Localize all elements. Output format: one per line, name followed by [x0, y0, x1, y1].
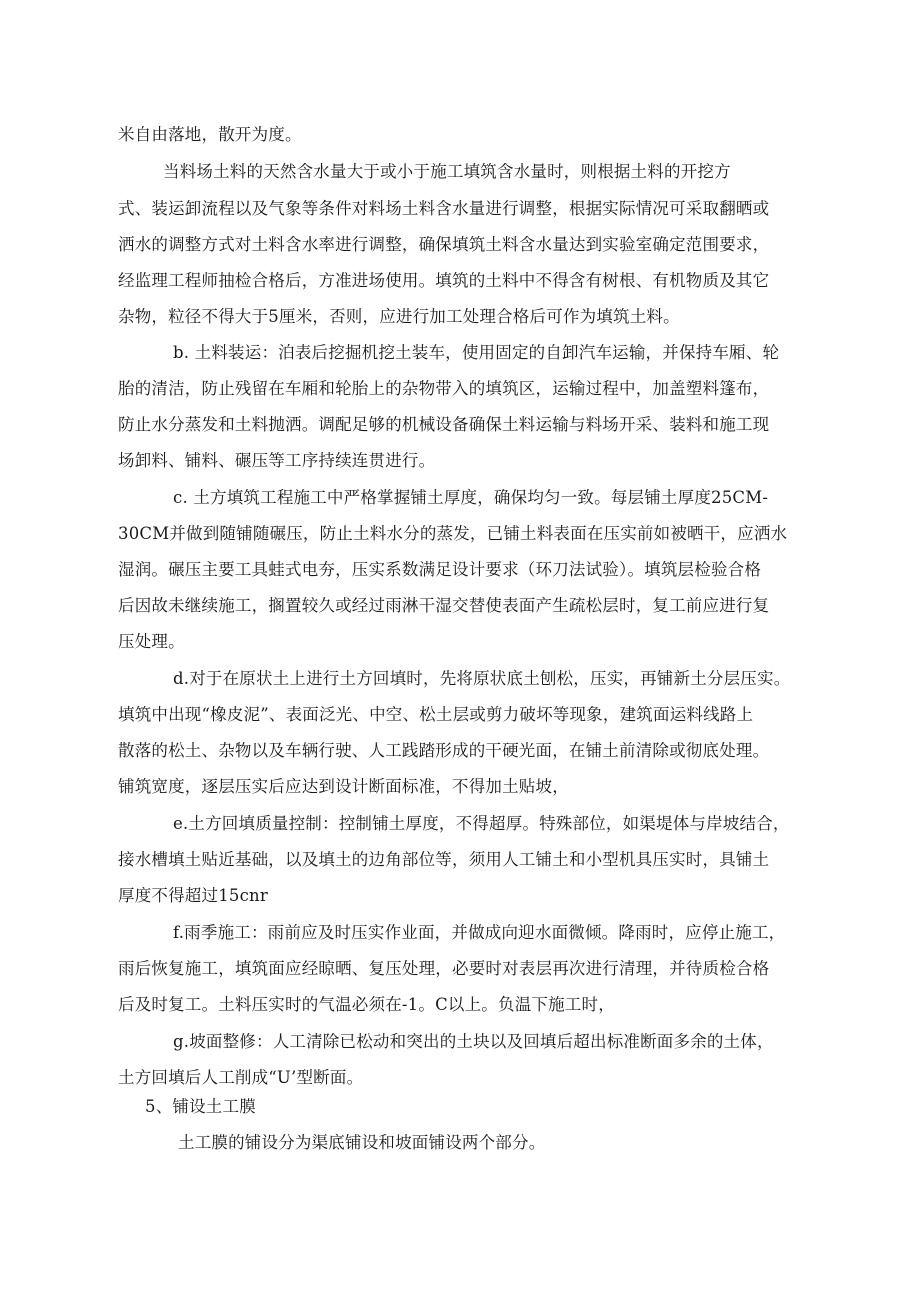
text-line: 洒水的调整方式对土料含水率进行调整，确保填筑土料含水量达到实验室确定范围要求，	[118, 235, 770, 254]
text-line: 填筑中出现“橡皮泥”、表面泛光、中空、松土层或剪力破坏等现象，建筑面运料线路上	[118, 705, 754, 724]
text-line: 雨后恢复施工，填筑面应经晾晒、复压处理，必要时对表层再次进行清理，并待质检合格	[118, 959, 770, 978]
text-line: 经监理工程师抽检合格后，方准进场使用。填筑的土料中不得含有树根、有机物质及其它	[118, 271, 770, 290]
text-line: 土方回填后人工削成“U’型断面。	[118, 1068, 364, 1087]
text-line: 30CM并做到随铺随碾压，防止土料水分的蒸发，已铺土料表面在压实前如被晒干，应洒水	[118, 524, 788, 543]
text-line: 防止水分蒸发和土料抛洒。调配足够的机械设备确保土料运输与料场开采、装料和施工现	[118, 415, 770, 434]
text-line: 土工膜的铺设分为渠底铺设和坡面铺设两个部分。	[178, 1133, 546, 1152]
text-line: g.坡面整修：人工清除已松动和突出的土块以及回填后超出标准断面多余的土体，	[173, 1032, 774, 1051]
text-line: b. 土料装运：泊表后挖掘机挖土装车，使用固定的自卸汽车运输，并保持车厢、轮	[173, 343, 780, 362]
text-line: 式、装运卸流程以及气象等条件对料场土料含水量进行调整，根据实际情况可采取翻晒或	[118, 199, 770, 218]
text-line: 米自由落地，散开为度。	[118, 125, 302, 144]
text-line: c. 土方填筑工程施工中严格掌握铺土厚度，确保均匀一致。每层铺土厚度25CM-	[173, 488, 769, 507]
text-line: e.土方回填质量控制：控制铺土厚度，不得超厚。特殊部位，如渠堤体与岸坡结合，	[173, 814, 790, 833]
text-line: 当料场土料的天然含水量大于或小于施工填筑含水量时，则根据土料的开挖方	[163, 162, 731, 181]
text-line: 胎的清洁，防止残留在车厢和轮胎上的杂物带入的填筑区，运输过程中，加盖塑料篷布，	[118, 379, 770, 398]
text-line: 后因故未继续施工，搁置较久或经过雨淋干湿交替使表面产生疏松层时，复工前应进行复	[118, 596, 770, 615]
text-line: 接水槽填土贴近基础，以及填土的边角部位等，须用人工铺土和小型机具压实时，具铺土	[118, 850, 770, 869]
text-line: 铺筑宽度，逐层压实后应达到设计断面标准，不得加土贴坡，	[118, 777, 569, 796]
text-line: d.对于在原状土上进行土方回填时，先将原状底土刨松，压实，再铺新土分层压实。	[173, 669, 791, 688]
text-line: 场卸料、铺料、碾压等工序持续连贯进行。	[118, 451, 436, 470]
text-line: 散落的松土、杂物以及车辆行驶、人工践踏形成的干硬光面，在铺土前清除或彻底处理。	[118, 741, 770, 760]
text-line: 厚度不得超过15cnr	[118, 886, 268, 905]
section-heading: 5、铺设土工膜	[145, 1097, 256, 1116]
text-line: 杂物，粒径不得大于5厘米，否则，应进行加工处理合格后可作为填筑土料。	[118, 307, 680, 326]
text-line: 湿润。碾压主要工具蛙式电夯，压实系数满足设计要求（环刀法试验）。填筑层检验合格	[118, 560, 762, 579]
text-line: 后及时复工。土料压实时的气温必须在-1。C以上。负温下施工时，	[118, 995, 615, 1014]
text-line: 压处理。	[118, 632, 185, 651]
text-line: f.雨季施工：雨前应及时压实作业面，并做成向迎水面微倾。降雨时，应停止施工，	[173, 923, 786, 942]
